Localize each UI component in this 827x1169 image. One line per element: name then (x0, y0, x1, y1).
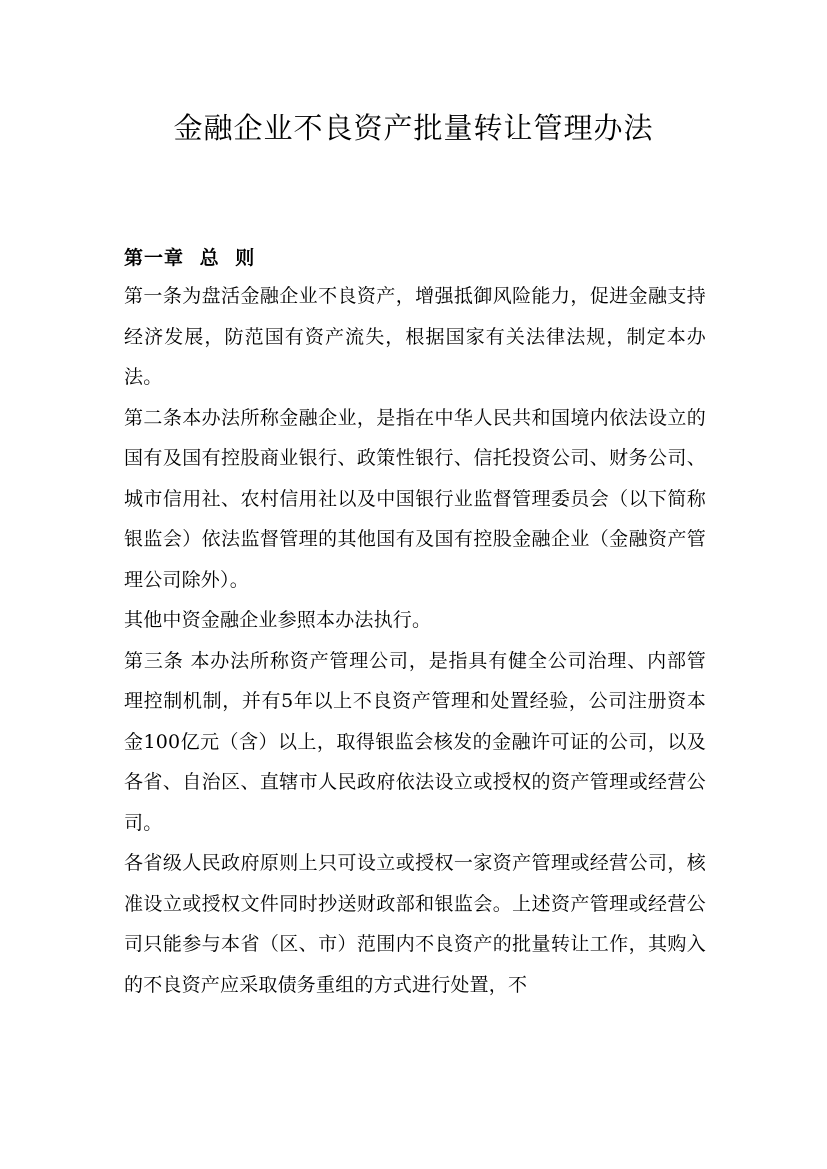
document-body (124, 240, 706, 1005)
paragraph-article-3-continued: 各省级人民政府原则上只可设立或授权一家资产管理或经营公司，核准设立或授权文件同时抄送财政部和银监会。上述资产管理或经营公司只能参与本省（区、市）范围内不良资产的批量转让工作，其购入的不良资产应采取债务重组的方式进行处置，不 (124, 852, 706, 996)
paragraph-article-2-note: 其他中资金融企业参照本办法执行。 (124, 609, 432, 631)
paragraph-article-3: 第三条 本办法所称资产管理公司，是指具有健全公司治理、内部管理控制机制，并有5年以上不良资产管理和处置经验，公司注册资本金100亿元（含）以上，取得银监会核发的金融许可证的公司，以及各省、自治区、直辖市人民政府依法设立或授权的资产管理或经营公司。 (124, 649, 706, 834)
paragraph-article-2: 第二条本办法所称金融企业，是指在中华人民共和国境内依法设立的国有及国有控股商业银行、政策性银行、信托投资公司、财务公司、城市信用社、农村信用社以及中国银行业监督管理委员会（以下简称银监会）依法监督管理的其他国有及国有控股金融企业（金融资产管理公司除外）。 (124, 406, 706, 591)
document-title: 金融企业不良资产批量转让管理办法 (173, 111, 654, 145)
paragraph-article-1: 第一条为盘活金融企业不良资产，增强抵御风险能力，促进金融支持经济发展，防范国有资产流失，根据国家有关法律法规，制定本办法。 (124, 285, 706, 388)
chapter-heading: 第一章 总 则 (124, 247, 256, 269)
